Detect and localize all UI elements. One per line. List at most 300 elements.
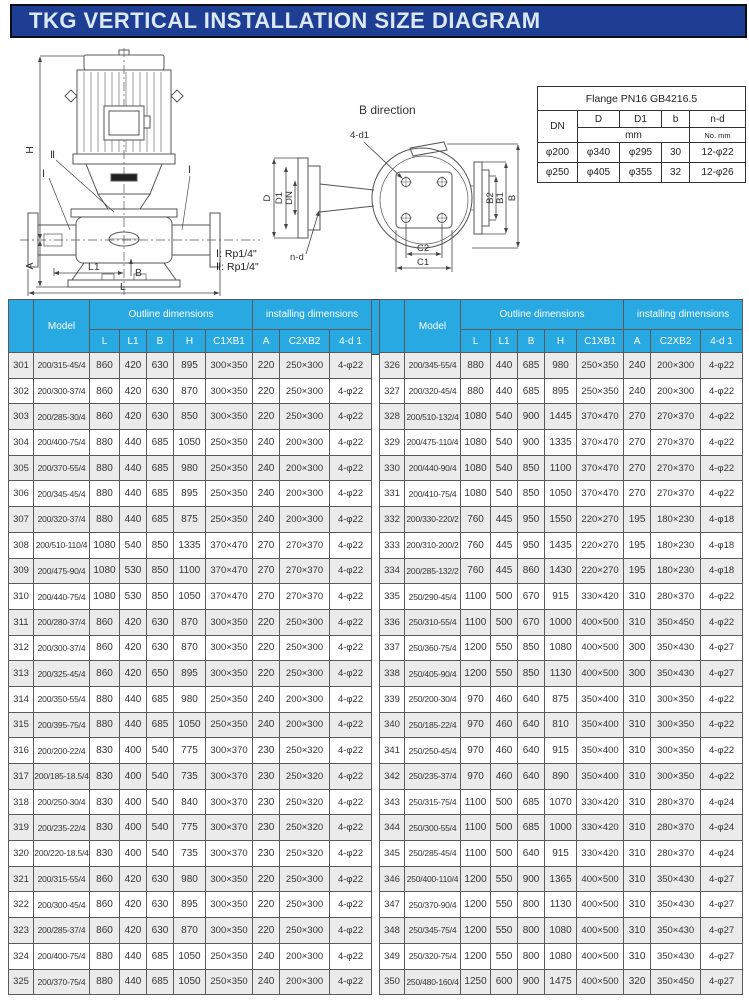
dim-4d1-cell: 4-φ27 — [701, 918, 743, 944]
row-number: 317 — [9, 764, 34, 790]
dim-a-cell: 230 — [253, 841, 280, 867]
dim-a-cell: 270 — [253, 532, 280, 558]
dim-h-cell: 1100 — [545, 455, 577, 481]
flange-header-b: b — [662, 111, 690, 128]
dim-label-c1: C1 — [417, 257, 430, 268]
dim-h-cell: 1050 — [174, 584, 206, 610]
dim-h-cell: 1050 — [174, 969, 206, 995]
dim-b-cell: 640 — [518, 686, 545, 712]
dim-b-cell: 860 — [518, 558, 545, 584]
dim-l-cell: 1100 — [461, 815, 491, 841]
row-number: 333 — [380, 532, 405, 558]
model-cell: 250/320-75/4 — [405, 943, 461, 969]
dim-label-b: B — [135, 267, 143, 279]
dim-c2xb2-cell: 350×430 — [651, 918, 701, 944]
table-row — [380, 481, 743, 507]
dim-a-cell: 220 — [253, 866, 280, 892]
dim-l1-cell: 550 — [491, 943, 518, 969]
dim-a-cell: 310 — [624, 841, 651, 867]
row-number: 303 — [9, 404, 34, 430]
dim-l-cell: 1200 — [461, 635, 491, 661]
dim-a-cell: 230 — [253, 789, 280, 815]
dim-l1-cell: 440 — [120, 969, 147, 995]
dim-l-cell: 880 — [90, 481, 120, 507]
dim-c1xb1-cell: 250×350 — [206, 943, 253, 969]
table-row — [9, 404, 372, 430]
row-number: 328 — [380, 404, 405, 430]
dim-l-cell: 830 — [90, 789, 120, 815]
dim-c1xb1-cell: 400×500 — [577, 635, 624, 661]
row-number: 336 — [380, 609, 405, 635]
flange-row — [538, 163, 746, 183]
dim-c1xb1-cell: 330×420 — [577, 841, 624, 867]
dim-c2xb2-cell: 300×350 — [651, 686, 701, 712]
dim-h-cell: 1100 — [174, 558, 206, 584]
model-cell: 250/290-45/4 — [405, 584, 461, 610]
flange-header-d: D — [578, 111, 620, 128]
dim-label-l1: L1 — [88, 261, 100, 273]
header-installing-dims: installing dimensions — [253, 300, 372, 330]
dim-4d1-cell: 4-φ22 — [330, 789, 372, 815]
legend-line-2: Ⅱ: Rp1/4" — [216, 261, 259, 273]
dim-c1xb1-cell: 370×470 — [577, 404, 624, 430]
dim-h-cell: 1130 — [545, 892, 577, 918]
dim-c1xb1-cell: 300×370 — [206, 841, 253, 867]
dim-h-cell: 915 — [545, 738, 577, 764]
dim-c2xb2-cell: 200×300 — [651, 353, 701, 379]
dim-h-cell: 1430 — [545, 558, 577, 584]
flange-header-d1: D1 — [620, 111, 662, 128]
dim-h-cell: 1050 — [174, 943, 206, 969]
model-cell: 200/350-55/4 — [34, 686, 90, 712]
dim-h-cell: 895 — [174, 892, 206, 918]
lifting-lug-left — [65, 90, 77, 102]
dim-b-cell: 685 — [518, 815, 545, 841]
dim-b-cell: 640 — [518, 712, 545, 738]
dim-b-cell: 540 — [147, 789, 174, 815]
dim-a-cell: 195 — [624, 532, 651, 558]
volute-outline — [372, 148, 472, 248]
header-col-b: B — [147, 330, 174, 353]
dim-b-cell: 685 — [518, 378, 545, 404]
model-cell: 200/475-110/4 — [405, 430, 461, 456]
dim-c1xb1-cell: 330×420 — [577, 789, 624, 815]
table-row — [380, 918, 743, 944]
model-cell: 200/320-37/4 — [34, 507, 90, 533]
dim-a-cell: 310 — [624, 584, 651, 610]
dim-a-cell: 230 — [253, 815, 280, 841]
dim-4d1-cell: 4-φ22 — [330, 455, 372, 481]
dim-l-cell: 1100 — [461, 789, 491, 815]
model-cell: 200/475-90/4 — [34, 558, 90, 584]
dim-l1-cell: 460 — [491, 764, 518, 790]
dim-c1xb1-cell: 300×370 — [206, 789, 253, 815]
dim-a-cell: 270 — [624, 404, 651, 430]
table-row — [9, 455, 372, 481]
dim-h-cell: 1435 — [545, 532, 577, 558]
header-col-a: A — [253, 330, 280, 353]
dim-4d1-cell: 4-φ22 — [330, 866, 372, 892]
dim-a-cell: 240 — [253, 481, 280, 507]
dim-l1-cell: 500 — [491, 609, 518, 635]
dim-c2xb2-cell: 250×300 — [280, 635, 330, 661]
table-row — [9, 815, 372, 841]
table-row — [380, 866, 743, 892]
dim-l-cell: 760 — [461, 532, 491, 558]
dim-l1-cell: 540 — [491, 430, 518, 456]
dim-a-cell: 220 — [253, 404, 280, 430]
dim-h-cell: 1445 — [545, 404, 577, 430]
dim-c1xb1-cell: 250×350 — [206, 430, 253, 456]
row-number: 327 — [380, 378, 405, 404]
dim-h-cell: 895 — [545, 378, 577, 404]
dim-c1xb1-cell: 370×470 — [577, 481, 624, 507]
model-cell: 250/400-110/4 — [405, 866, 461, 892]
flange-d-cell: φ340 — [578, 143, 620, 163]
dim-h-cell: 775 — [174, 815, 206, 841]
dim-4d1-cell: 4-φ22 — [701, 378, 743, 404]
dim-l-cell: 970 — [461, 764, 491, 790]
dim-b-cell: 630 — [147, 918, 174, 944]
dim-b-cell: 630 — [147, 378, 174, 404]
dim-l1-cell: 500 — [491, 841, 518, 867]
dim-label-nd: n-d — [290, 252, 304, 263]
dim-l-cell: 1200 — [461, 892, 491, 918]
dim-c2xb2-cell: 200×300 — [280, 507, 330, 533]
dim-h-cell: 980 — [174, 686, 206, 712]
dim-a-cell: 310 — [624, 892, 651, 918]
dim-c2xb2-cell: 350×430 — [651, 943, 701, 969]
table-row — [380, 892, 743, 918]
dim-c1xb1-cell: 370×470 — [206, 532, 253, 558]
dim-c2xb2-cell: 200×300 — [280, 455, 330, 481]
dim-c1xb1-cell: 250×350 — [206, 712, 253, 738]
dim-h-cell: 1475 — [545, 969, 577, 995]
model-cell: 200/510-132/4 — [405, 404, 461, 430]
dim-c1xb1-cell: 300×370 — [206, 764, 253, 790]
model-cell: 250/345-75/4 — [405, 918, 461, 944]
table-row — [380, 738, 743, 764]
row-number: 334 — [380, 558, 405, 584]
table-row — [9, 430, 372, 456]
dim-c2xb2-cell: 250×320 — [280, 815, 330, 841]
dim-l-cell: 1200 — [461, 661, 491, 687]
row-number: 321 — [9, 866, 34, 892]
dim-4d1-cell: 4-φ22 — [330, 892, 372, 918]
dim-4d1-cell: 4-φ22 — [330, 841, 372, 867]
dim-c2xb2-cell: 350×450 — [651, 609, 701, 635]
dim-l-cell: 1080 — [461, 430, 491, 456]
dim-4d1-cell: 4-φ22 — [330, 686, 372, 712]
model-cell: 200/400-75/4 — [34, 430, 90, 456]
table-row — [9, 609, 372, 635]
row-number: 330 — [380, 455, 405, 481]
dim-c2xb2-cell: 300×350 — [651, 712, 701, 738]
row-number: 332 — [380, 507, 405, 533]
table-row — [9, 764, 372, 790]
dim-l-cell: 1100 — [461, 584, 491, 610]
dim-l1-cell: 530 — [120, 584, 147, 610]
table-row — [9, 661, 372, 687]
header-col-l: L — [461, 330, 491, 353]
dim-l1-cell: 420 — [120, 918, 147, 944]
dim-label-d1: D1 — [274, 191, 285, 205]
dim-4d1-cell: 4-φ22 — [330, 635, 372, 661]
flange-header-nd: n-d — [690, 111, 746, 128]
row-number: 347 — [380, 892, 405, 918]
header-col-l: L — [90, 330, 120, 353]
dim-b-cell: 540 — [147, 815, 174, 841]
mounting-plate — [396, 172, 452, 228]
dim-c2xb2-cell: 270×370 — [651, 404, 701, 430]
dim-a-cell: 310 — [624, 815, 651, 841]
dim-h-cell: 1130 — [545, 661, 577, 687]
dim-l1-cell: 420 — [120, 892, 147, 918]
dim-l1-cell: 550 — [491, 635, 518, 661]
dim-b-cell: 850 — [147, 558, 174, 584]
dim-4d1-cell: 4-φ22 — [330, 661, 372, 687]
header-col-b: B — [518, 330, 545, 353]
row-number: 345 — [380, 841, 405, 867]
dim-h-cell: 1550 — [545, 507, 577, 533]
dim-h-cell: 1335 — [174, 532, 206, 558]
dim-a-cell: 310 — [624, 918, 651, 944]
dim-h-cell: 735 — [174, 841, 206, 867]
dim-h-cell: 1335 — [545, 430, 577, 456]
dim-h-cell: 840 — [174, 789, 206, 815]
model-cell: 200/440-90/4 — [405, 455, 461, 481]
header-col-4d1: 4-d 1 — [330, 330, 372, 353]
table-row — [380, 430, 743, 456]
dim-4d1-cell: 4-φ22 — [330, 969, 372, 995]
dim-b-cell: 650 — [147, 661, 174, 687]
dim-b-cell: 640 — [518, 738, 545, 764]
dim-c2xb2-cell: 250×320 — [280, 738, 330, 764]
model-cell: 250/300-55/4 — [405, 815, 461, 841]
dim-l-cell: 860 — [90, 892, 120, 918]
dim-4d1-cell: 4-φ22 — [330, 943, 372, 969]
row-number: 313 — [9, 661, 34, 687]
dim-l1-cell: 550 — [491, 866, 518, 892]
dim-l-cell: 1080 — [461, 455, 491, 481]
table-row — [9, 353, 372, 379]
dim-4d1-cell: 4-φ22 — [701, 738, 743, 764]
dim-4d1-cell: 4-φ22 — [701, 712, 743, 738]
dim-l1-cell: 440 — [491, 353, 518, 379]
dim-c2xb2-cell: 350×430 — [651, 635, 701, 661]
port-label-2: Ⅱ — [50, 149, 56, 161]
table-row — [380, 378, 743, 404]
dim-b-cell: 685 — [518, 353, 545, 379]
dim-b-cell: 900 — [518, 404, 545, 430]
table-row — [380, 841, 743, 867]
dim-label-h: H — [24, 146, 36, 154]
header-col-c1xb1: C1XB1 — [577, 330, 624, 353]
dim-c1xb1-cell: 300×350 — [206, 892, 253, 918]
dim-l-cell: 1080 — [90, 558, 120, 584]
dim-4d1-cell: 4-φ18 — [701, 558, 743, 584]
dim-b-cell: 685 — [147, 507, 174, 533]
dim-c2xb2-cell: 300×350 — [651, 764, 701, 790]
dim-b-cell: 540 — [147, 738, 174, 764]
suction-side — [298, 158, 374, 238]
dim-a-cell: 310 — [624, 789, 651, 815]
dim-4d1-cell: 4-φ27 — [701, 635, 743, 661]
row-number: 337 — [380, 635, 405, 661]
flange-nd-cell: 12-φ22 — [690, 143, 746, 163]
dim-h-cell: 1070 — [545, 789, 577, 815]
size-table-left — [8, 299, 372, 995]
dim-a-cell: 310 — [624, 712, 651, 738]
dim-l-cell: 880 — [90, 686, 120, 712]
model-cell: 250/480-160/4 — [405, 969, 461, 995]
dim-a-cell: 220 — [253, 378, 280, 404]
dim-l1-cell: 440 — [120, 430, 147, 456]
dim-l1-cell: 420 — [120, 866, 147, 892]
dim-l1-cell: 420 — [120, 404, 147, 430]
dim-4d1-cell: 4-φ22 — [330, 353, 372, 379]
flange-table-title: Flange PN16 GB4216.5 — [538, 87, 746, 111]
dim-c1xb1-cell: 370×470 — [577, 430, 624, 456]
dim-h-cell: 1000 — [545, 609, 577, 635]
header-installing-dims: installing dimensions — [624, 300, 743, 330]
dim-h-cell: 775 — [174, 738, 206, 764]
dim-l-cell: 880 — [90, 969, 120, 995]
dim-c2xb2-cell: 350×430 — [651, 892, 701, 918]
dim-label-dn: DN — [284, 191, 295, 205]
dim-b-cell: 800 — [518, 943, 545, 969]
model-cell: 250/315-75/4 — [405, 789, 461, 815]
flange-table — [537, 86, 746, 183]
dim-l1-cell: 420 — [120, 378, 147, 404]
dim-c2xb2-cell: 250×300 — [280, 866, 330, 892]
table-row — [9, 892, 372, 918]
flange-dn-cell: φ250 — [538, 163, 578, 183]
dim-b-cell: 850 — [518, 661, 545, 687]
dim-4d1-cell: 4-φ22 — [701, 353, 743, 379]
dim-a-cell: 270 — [624, 481, 651, 507]
dim-c1xb1-cell: 250×350 — [577, 378, 624, 404]
dim-l-cell: 1100 — [461, 841, 491, 867]
row-number: 342 — [380, 764, 405, 790]
dim-4d1-cell: 4-φ22 — [330, 532, 372, 558]
dim-l-cell: 1080 — [461, 481, 491, 507]
dim-h-cell: 980 — [174, 866, 206, 892]
dim-4d1-cell: 4-φ22 — [330, 430, 372, 456]
row-number: 305 — [9, 455, 34, 481]
dim-l-cell: 970 — [461, 738, 491, 764]
table-row — [380, 661, 743, 687]
dim-c2xb2-cell: 200×300 — [651, 378, 701, 404]
dim-l-cell: 860 — [90, 661, 120, 687]
table-gap — [372, 299, 379, 355]
dim-c2xb2-cell: 200×300 — [280, 481, 330, 507]
dim-4d1-cell: 4-φ27 — [701, 866, 743, 892]
dim-l-cell: 880 — [90, 430, 120, 456]
model-cell: 200/370-55/4 — [34, 455, 90, 481]
dim-l-cell: 880 — [90, 712, 120, 738]
page-title: TKG VERTICAL INSTALLATION SIZE DIAGRAM — [10, 4, 747, 38]
dim-c1xb1-cell: 220×270 — [577, 532, 624, 558]
dim-b-cell: 630 — [147, 404, 174, 430]
dim-l1-cell: 460 — [491, 686, 518, 712]
dim-l-cell: 860 — [90, 866, 120, 892]
dim-c2xb2-cell: 200×300 — [280, 712, 330, 738]
dim-c1xb1-cell: 400×500 — [577, 661, 624, 687]
dim-c2xb2-cell: 200×300 — [280, 430, 330, 456]
dim-h-cell: 870 — [174, 635, 206, 661]
dim-c1xb1-cell: 400×500 — [577, 892, 624, 918]
dim-c2xb2-cell: 270×370 — [280, 558, 330, 584]
dim-a-cell: 270 — [253, 558, 280, 584]
model-cell: 200/315-45/4 — [34, 353, 90, 379]
dim-a-cell: 310 — [624, 738, 651, 764]
table-row — [380, 712, 743, 738]
dim-c2xb2-cell: 270×370 — [651, 481, 701, 507]
dim-4d1-cell: 4-φ22 — [701, 481, 743, 507]
dim-label-c2: C2 — [417, 243, 430, 254]
table-row — [9, 635, 372, 661]
dim-4d1-cell: 4-φ22 — [330, 918, 372, 944]
row-number: 331 — [380, 481, 405, 507]
dim-l1-cell: 460 — [491, 738, 518, 764]
dim-c1xb1-cell: 250×350 — [206, 686, 253, 712]
dim-label-b1: B1 — [495, 192, 506, 204]
dim-a-cell: 270 — [624, 455, 651, 481]
table-row — [9, 558, 372, 584]
size-tables — [8, 299, 741, 995]
dim-l1-cell: 460 — [491, 712, 518, 738]
dim-c2xb2-cell: 250×320 — [280, 764, 330, 790]
model-cell: 200/235-22/4 — [34, 815, 90, 841]
dim-a-cell: 310 — [624, 764, 651, 790]
model-cell: 200/410-75/4 — [405, 481, 461, 507]
dim-l1-cell: 550 — [491, 918, 518, 944]
dim-l-cell: 860 — [90, 918, 120, 944]
dim-a-cell: 310 — [624, 866, 651, 892]
table-row — [380, 455, 743, 481]
dim-h-cell: 1050 — [545, 481, 577, 507]
model-cell: 200/325-45/4 — [34, 661, 90, 687]
table-row — [380, 507, 743, 533]
header-number — [380, 300, 405, 353]
header-col-l1: L1 — [491, 330, 518, 353]
dim-b-cell: 685 — [147, 686, 174, 712]
dim-l1-cell: 440 — [120, 455, 147, 481]
dim-4d1-cell: 4-φ22 — [330, 558, 372, 584]
row-number: 324 — [9, 943, 34, 969]
model-cell: 200/250-30/4 — [34, 789, 90, 815]
dim-c2xb2-cell: 250×300 — [280, 609, 330, 635]
dim-4d1-cell: 4-φ22 — [330, 378, 372, 404]
dim-l-cell: 860 — [90, 378, 120, 404]
dim-l1-cell: 550 — [491, 892, 518, 918]
dim-l1-cell: 400 — [120, 815, 147, 841]
lifting-lug-right — [171, 90, 183, 102]
dim-l1-cell: 420 — [120, 635, 147, 661]
dim-b-cell: 850 — [147, 532, 174, 558]
dim-l1-cell: 400 — [120, 738, 147, 764]
dim-a-cell: 240 — [624, 378, 651, 404]
table-row — [380, 353, 743, 379]
table-row — [9, 507, 372, 533]
table-row — [9, 686, 372, 712]
model-cell: 200/185-18.5/4 — [34, 764, 90, 790]
dim-c1xb1-cell: 400×500 — [577, 969, 624, 995]
model-cell: 200/345-55/4 — [405, 353, 461, 379]
row-number: 312 — [9, 635, 34, 661]
dim-label-a: A — [24, 262, 36, 270]
